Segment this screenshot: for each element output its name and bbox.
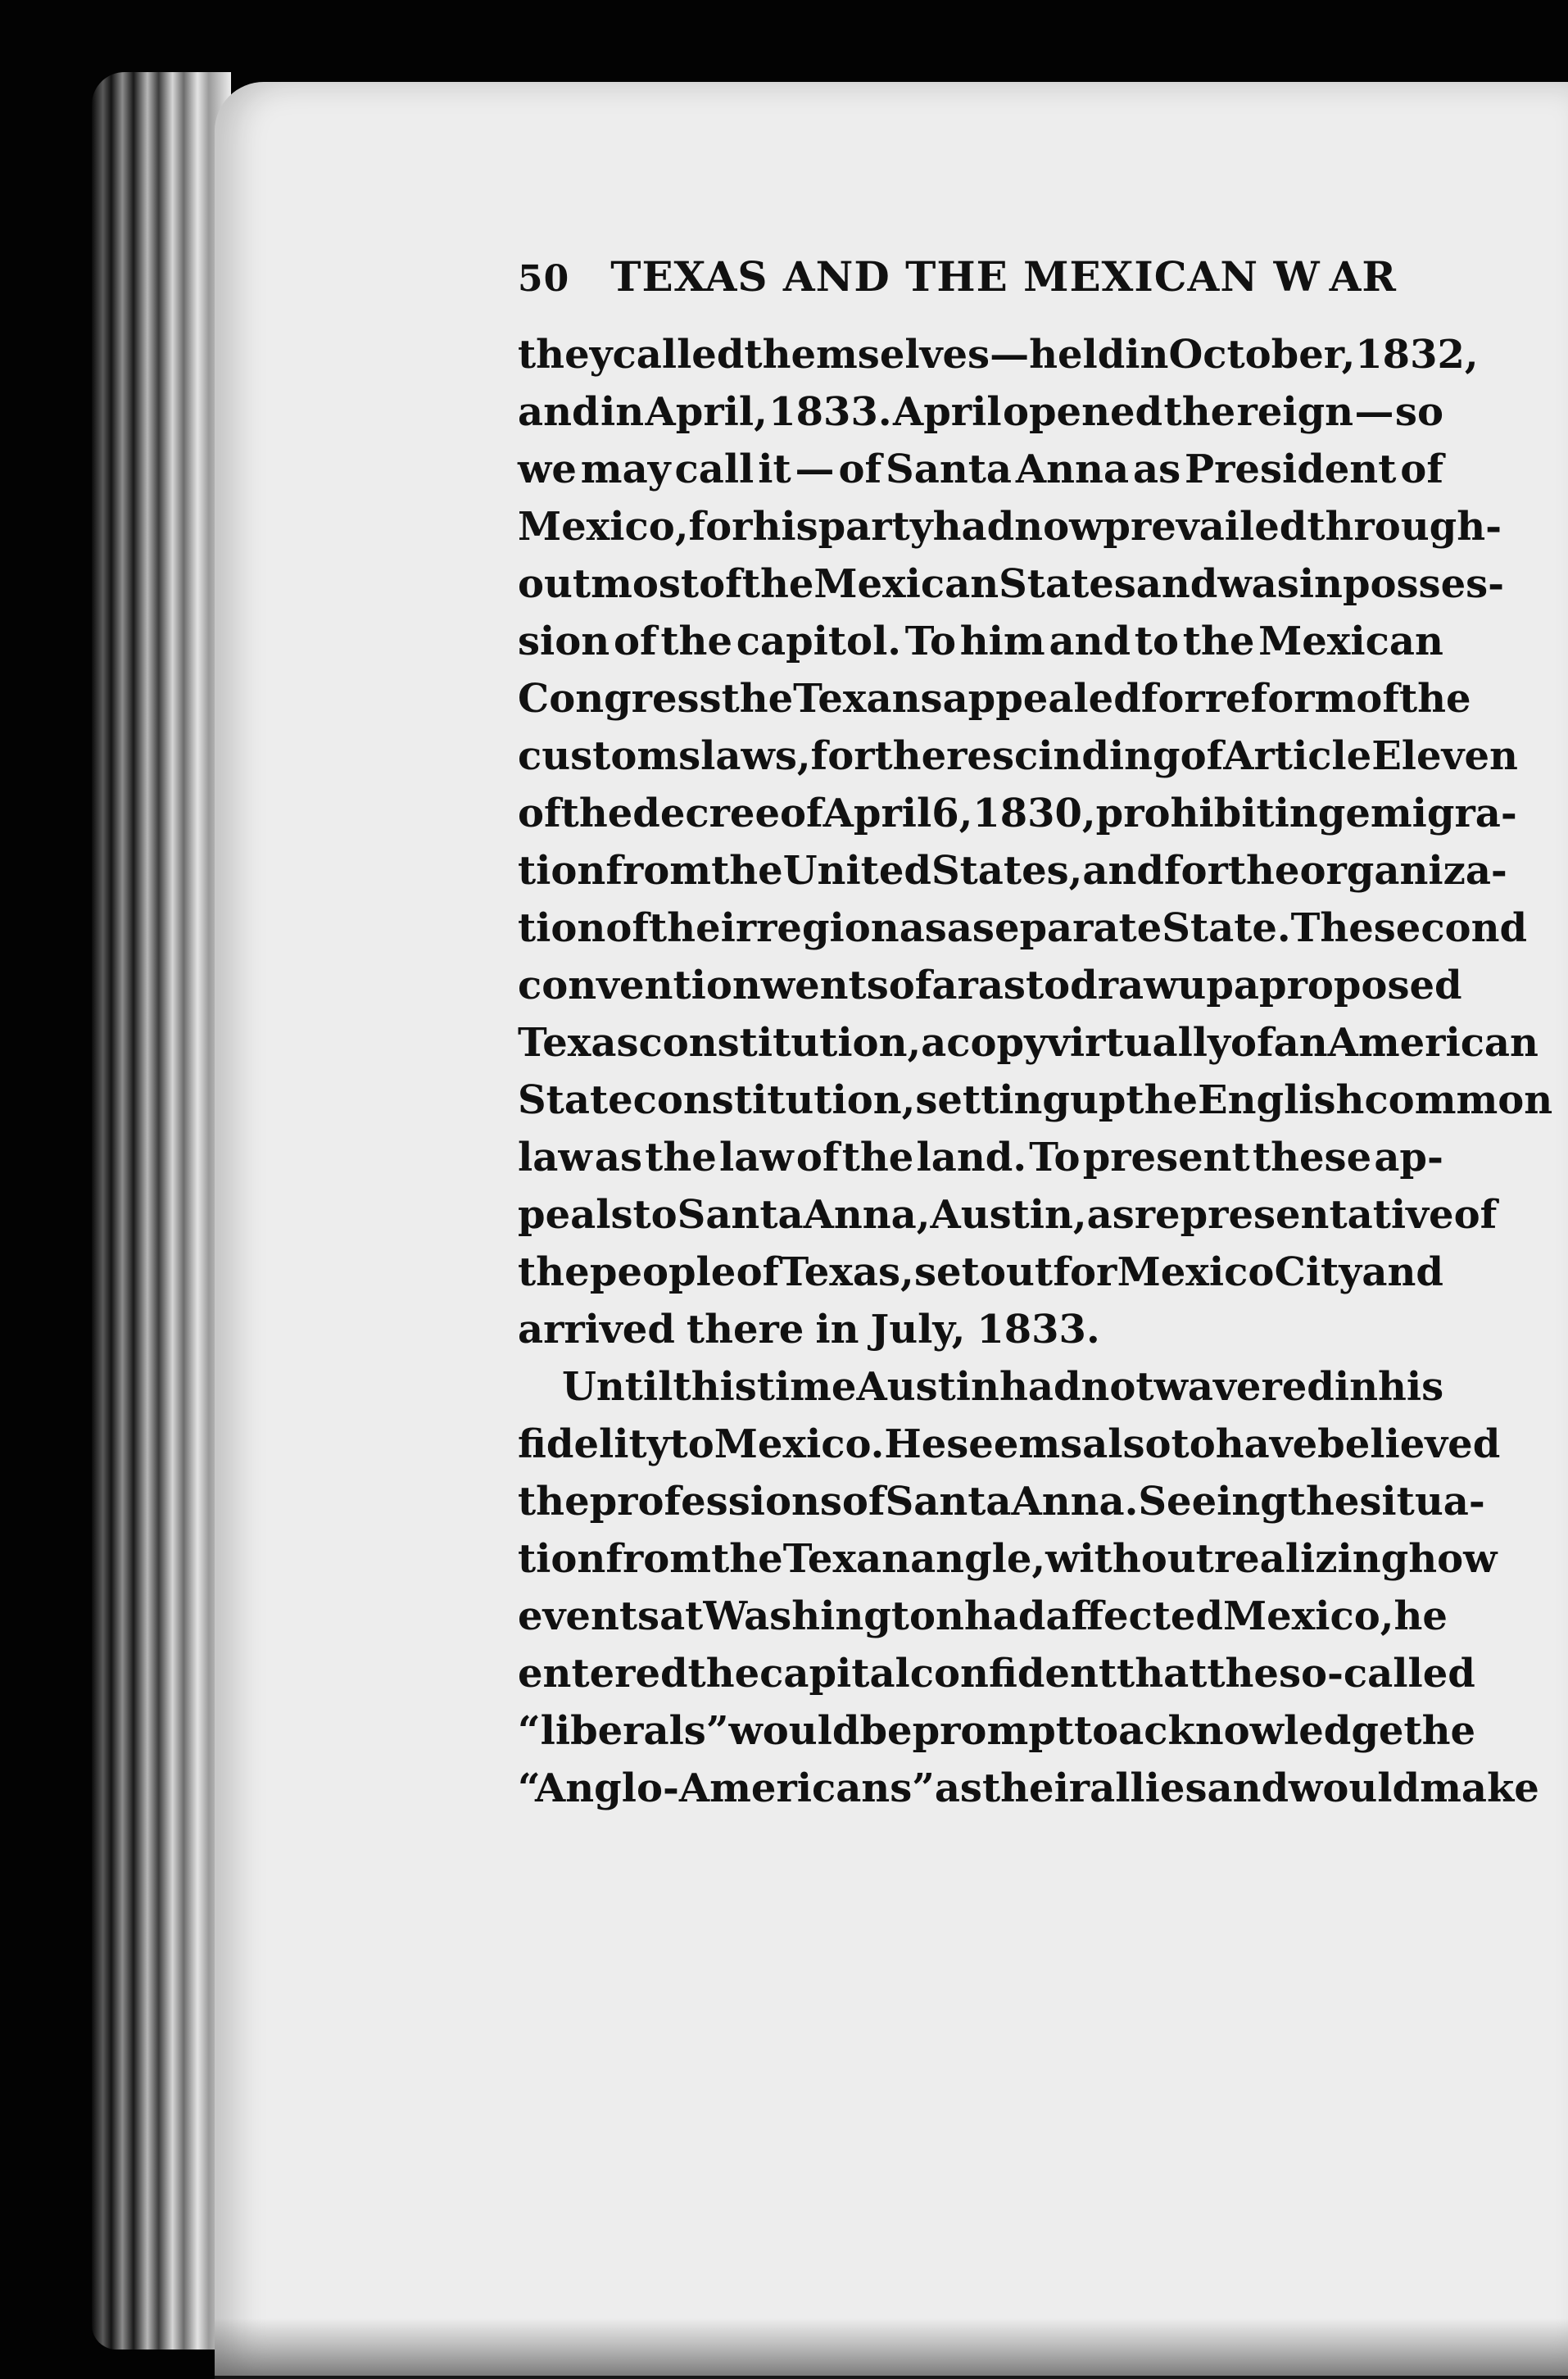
text-line: tion of their region as a separate State. The second bbox=[518, 905, 1528, 951]
text-line: tion from the United States, and for the organiza- bbox=[518, 848, 1507, 894]
paragraph bbox=[518, 326, 1553, 1358]
text-line: customs laws, for the rescinding of Article Eleven bbox=[518, 733, 1518, 779]
book-page-edges bbox=[92, 72, 231, 2350]
text-line: State constitution, setting up the English common bbox=[518, 1077, 1553, 1123]
text-line: Texas constitution, a copy virtually of an American bbox=[518, 1020, 1539, 1066]
text-line: of the decree of April 6, 1830, prohibiting emigra- bbox=[518, 791, 1517, 836]
body-text bbox=[518, 326, 1553, 1817]
text-line: convention went so far as to draw up a proposed bbox=[518, 963, 1462, 1008]
text-line: “Anglo-Americans” as their allies and would make bbox=[518, 1765, 1539, 1811]
text-line: they called themselves — held in October, 1832, bbox=[518, 332, 1479, 378]
text-line: tion from the Texan angle, without realizing how bbox=[518, 1536, 1498, 1582]
text-line: law as the law of the land. To present these ap- bbox=[518, 1135, 1443, 1180]
text-line: sion of the capitol. To him and to the Mexican bbox=[518, 619, 1443, 664]
text-line: events at Washington had affected Mexico, he bbox=[518, 1593, 1448, 1639]
text-line: the people of Texas, set out for Mexico City and bbox=[518, 1249, 1443, 1295]
paragraph bbox=[518, 1358, 1539, 1817]
text-line: Mexico, for his party had now prevailed through- bbox=[518, 504, 1502, 550]
page-bottom-shadow bbox=[215, 2318, 1568, 2379]
text-line: Congress the Texans appealed for reform of the bbox=[518, 676, 1471, 722]
text-line: peals to Santa Anna, Austin, as representative of bbox=[518, 1192, 1498, 1238]
running-head bbox=[518, 252, 1443, 311]
text-line: and in April, 1833. April opened the reign — so bbox=[518, 389, 1443, 435]
text-line: arrived there in July, 1833. bbox=[518, 1307, 1100, 1353]
page-number: 50 bbox=[518, 258, 570, 300]
text-line: Until this time Austin had not wavered in his bbox=[562, 1364, 1444, 1410]
text-line: out most of the Mexican States and was in posses- bbox=[518, 561, 1505, 607]
text-line: we may call it — of Santa Anna as President of bbox=[518, 446, 1443, 492]
text-line: entered the capital confident that the so-called bbox=[518, 1651, 1475, 1697]
text-line: “liberals” would be prompt to acknowledge the bbox=[518, 1708, 1476, 1754]
text-line: fidelity to Mexico. He seems also to have believed bbox=[518, 1421, 1501, 1467]
running-title: TEXAS AND THE MEXICAN W AR bbox=[610, 252, 1397, 301]
text-line: the professions of Santa Anna. Seeing the situa- bbox=[518, 1479, 1485, 1525]
